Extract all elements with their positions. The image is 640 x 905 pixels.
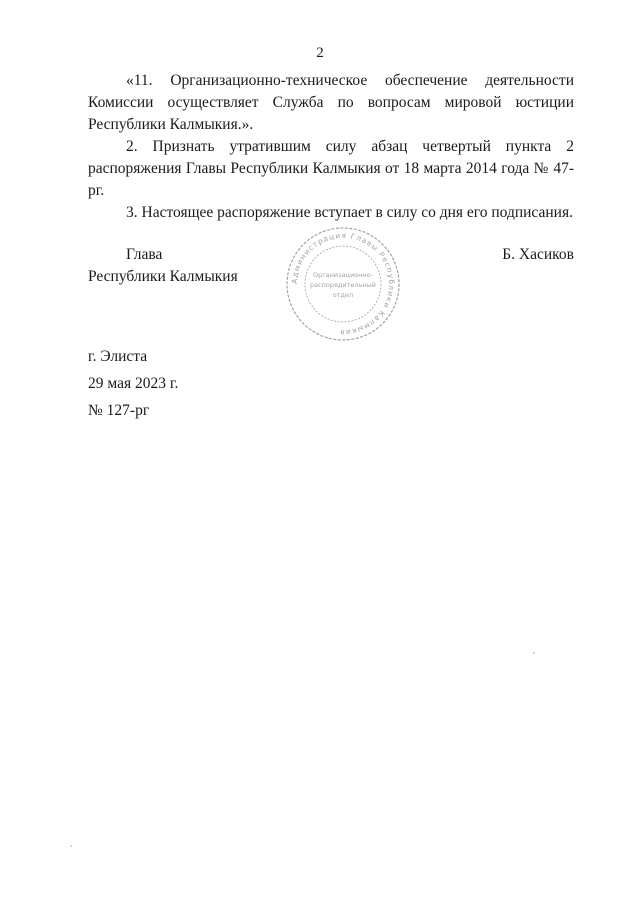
scan-speck [70,845,72,847]
signatory-name: Б. Хасиков [502,246,574,263]
stamp-center-line3: отдел [332,291,354,299]
signatory-position [88,244,238,288]
signatory-region: Республики Калмыкия [88,268,238,285]
stamp-center-line2: распорядительный [309,281,377,289]
signature-block [0,230,640,344]
issue-date: 29 мая 2023 г. [88,375,179,392]
official-stamp [283,224,403,344]
stamp-ring-text: Администрация Главы Республики Калмыкия [289,230,397,338]
paragraph-effective-date: 3. Настоящее распоряжение вступает в силу со дня его подписания. [126,204,573,221]
scan-speck [533,652,535,654]
document-number: № 127-рг [88,402,150,419]
paragraph-commission-support: «11. Организационно-техническое обеспечение деятельности Комиссии осуществляет Служба по вопросам мировой юстиции Республики Калмыкия.». [88,72,574,133]
signatory-title: Глава [126,246,163,263]
issue-place: г. Элиста [88,348,148,365]
document-footer [88,346,178,427]
page-number: 2 [316,45,324,61]
document-body [88,70,574,224]
stamp-center-line1: Организационно- [312,271,374,279]
paragraph-repeal: 2. Признать утратившим силу абзац четвертый пункта 2 распоряжения Главы Республики Калмыкия от 18 марта 2014 года № 47-рг. [88,138,574,199]
